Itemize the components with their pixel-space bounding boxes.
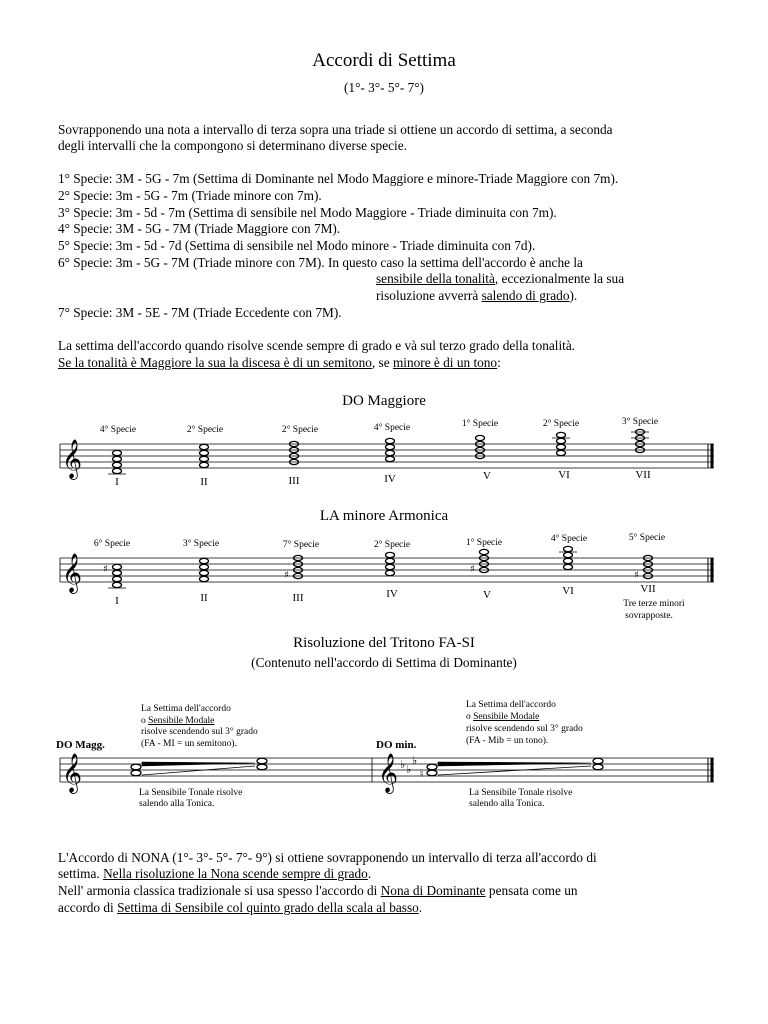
s2-specie-label: 5° Specie (628, 533, 666, 543)
s1-degree-label: IV (384, 473, 396, 485)
s2-degree-label: I (115, 595, 119, 607)
s2-specie-label: 3° Specie (182, 539, 220, 549)
intro-line-1: Sovrapponendo una nota a intervallo di terza sopra una triade si ottiene un accordo di settima, a seconda (58, 122, 613, 137)
treble-clef-icon: 𝄞 (62, 553, 83, 593)
nona-dominante-text: Nona di Dominante (380, 883, 486, 898)
s2-vii-note-1: Tre terze minori (623, 599, 685, 609)
nona-text: . (418, 900, 423, 915)
right-annotation-4: (FA - Mib = un tono). (466, 736, 549, 746)
natural-icon: ♮ (420, 769, 424, 780)
s2-degree-label: VII (640, 583, 656, 595)
treble-clef-icon: 𝄞 (378, 753, 399, 793)
rule-sep-text: , se (371, 355, 393, 370)
sensibile-modale-text: Sensibile Modale (473, 712, 540, 722)
nona-line-1: L'Accordo di NONA (1°- 3°- 5°- 7°- 9°) si ottiene sovrapponendo un intervallo di terza all'accordo di (58, 850, 597, 865)
flat-icon: ♭ (412, 754, 418, 767)
s1-specie-label: 2° Specie (186, 425, 224, 435)
s1-degree-label: VI (558, 469, 570, 481)
s1-specie-label: 2° Specie (542, 419, 580, 429)
do-min-key-label: DO min. (376, 739, 417, 751)
s1-specie-label: 1° Specie (461, 419, 499, 429)
s2-specie-label: 4° Specie (550, 534, 588, 544)
s2-specie-label: 2° Specie (373, 540, 411, 550)
chord-V (476, 435, 485, 458)
s1-specie-label: 4° Specie (373, 423, 411, 433)
left-annotation-1: La Settima dell'accordo (141, 704, 231, 714)
species-line-4: 4° Specie: 3M - 5G - 7M (Triade Maggiore con 7M). (58, 221, 341, 236)
s1-degree-label: V (483, 470, 491, 482)
chord-III (290, 441, 299, 464)
species-6-cont-text: , eccezionalmente la sua (494, 271, 625, 286)
s2-degree-label: III (292, 592, 304, 604)
left-annotation-3: risolve scendendo sul 3° grado (141, 727, 258, 737)
left-annotation-4: (FA - MI = un semitono). (141, 739, 237, 749)
chord-VII (631, 429, 649, 452)
page-title: Accordi di Settima (312, 50, 456, 71)
nona-rule-text: Nella risoluzione la Nona scende sempre di grado (103, 866, 368, 881)
s1-chords (108, 429, 649, 474)
s2-specie-label: 7° Specie (282, 540, 320, 550)
sharp-icon: ♯ (103, 564, 108, 575)
left-below-1: La Sensibile Tonale risolve (139, 788, 243, 798)
section-tritono-title: Risoluzione del Tritono FA-SI (293, 635, 475, 651)
nona-settima-sensibile-text: Settima di Sensibile col quinto grado della scala al basso (117, 900, 419, 915)
right-below-1: La Sensibile Tonale risolve (469, 788, 573, 798)
species-line-1: 1° Specie: 3M - 5G - 7m (Settima di Dominante nel Modo Maggiore e minore-Triade Maggiore con 7m). (58, 171, 619, 186)
rule-major-text: Se la tonalità è Maggiore la sua la discesa è di un semitono (58, 355, 372, 370)
rule-minor-text: minore è di un tono (392, 355, 498, 370)
species-line-2: 2° Specie: 3m - 5G - 7m (Triade minore con 7m). (58, 188, 322, 203)
right-annotation-1: La Settima dell'accordo (466, 700, 556, 710)
staff-do-maggiore (60, 444, 714, 468)
s1-specie-label: 3° Specie (621, 417, 659, 427)
section-tritono-subtitle: (Contenuto nell'accordo di Settima di Dominante) (251, 655, 517, 670)
resolution-left (131, 758, 267, 776)
sharp-icon: ♯ (284, 570, 289, 581)
species-line-7: 7° Specie: 3M - 5E - 7M (Triade Eccedente con 7M). (58, 305, 342, 320)
species-line-6: 6° Specie: 3m - 5G - 7M (Triade minore con 7M). In questo caso la settima dell'accordo è anche la (58, 255, 583, 270)
sensibile-tonalita-text: sensibile della tonalità (376, 271, 495, 286)
flat-icon: ♭ (400, 758, 406, 771)
page-subtitle: (1°- 3°- 5°- 7°) (344, 80, 424, 95)
s2-degree-label: II (200, 592, 208, 604)
species-line-5: 5° Specie: 3m - 5d - 7d (Settima di sensibile nel Modo minore - Triade diminuita con 7d). (58, 238, 536, 253)
s2-degree-label: V (483, 589, 491, 601)
sensibile-modale-text: Sensibile Modale (148, 716, 215, 726)
section-do-maggiore-title: DO Maggiore (342, 393, 426, 409)
sharp-icon: ♯ (470, 564, 475, 575)
rule-line-1: La settima dell'accordo quando risolve scende sempre di grado e và sul terzo grado della tonalità. (58, 338, 576, 353)
staff-la-minore (60, 558, 714, 582)
chord-VII (644, 555, 653, 578)
chord-III (294, 555, 303, 578)
nona-text: pensata come un (485, 883, 578, 898)
s1-specie-label: 4° Specie (99, 425, 137, 435)
nona-text: settima. (58, 866, 104, 881)
species-6-cont-text-2: risoluzione avverrà (376, 288, 482, 303)
s2-degree-label: VI (562, 585, 574, 597)
salendo-di-grado-text: salendo di grado (481, 288, 570, 303)
s2-vii-note-2: sovrapposte. (625, 611, 673, 621)
s1-specie-label: 2° Specie (281, 425, 319, 435)
nona-text: Nell' armonia classica tradizionale si usa spesso l'accordo di (58, 883, 381, 898)
s1-degree-label: I (115, 476, 119, 488)
right-below-2: salendo alla Tonica. (469, 799, 545, 809)
nona-text: accordo di (58, 900, 118, 915)
left-below-2: salendo alla Tonica. (139, 799, 215, 809)
treble-clef-icon: 𝄞 (62, 753, 83, 793)
right-annotation-3: risolve scendendo sul 3° grado (466, 724, 583, 734)
ann-prefix: o (466, 712, 474, 722)
nona-text: . (367, 866, 372, 881)
s2-degree-label: IV (386, 588, 398, 600)
s2-specie-label: 6° Specie (93, 539, 131, 549)
species-line-3: 3° Specie: 3m - 5d - 7m (Settima di sensibile nel Modo Maggiore - Triade diminuita con 7m). (58, 205, 557, 220)
species-6-cont-text-3: ). (569, 288, 578, 303)
intro-line-2: degli intervalli che la compongono si determinano diverse specie. (58, 138, 407, 153)
sharp-icon: ♯ (634, 570, 639, 581)
s2-specie-label: 1° Specie (465, 538, 503, 548)
treble-clef-icon: 𝄞 (62, 439, 83, 479)
chord-V (480, 549, 489, 572)
do-magg-key-label: DO Magg. (56, 739, 105, 751)
s1-degree-label: II (200, 476, 208, 488)
ann-prefix: o (141, 716, 149, 726)
flat-icon: ♭ (406, 763, 412, 776)
resolution-right (420, 758, 603, 780)
section-la-minore-title: LA minore Armonica (319, 508, 449, 524)
s1-degree-label: III (288, 475, 300, 487)
rule-end-text: : (497, 355, 501, 370)
s1-degree-label: VII (635, 469, 651, 481)
